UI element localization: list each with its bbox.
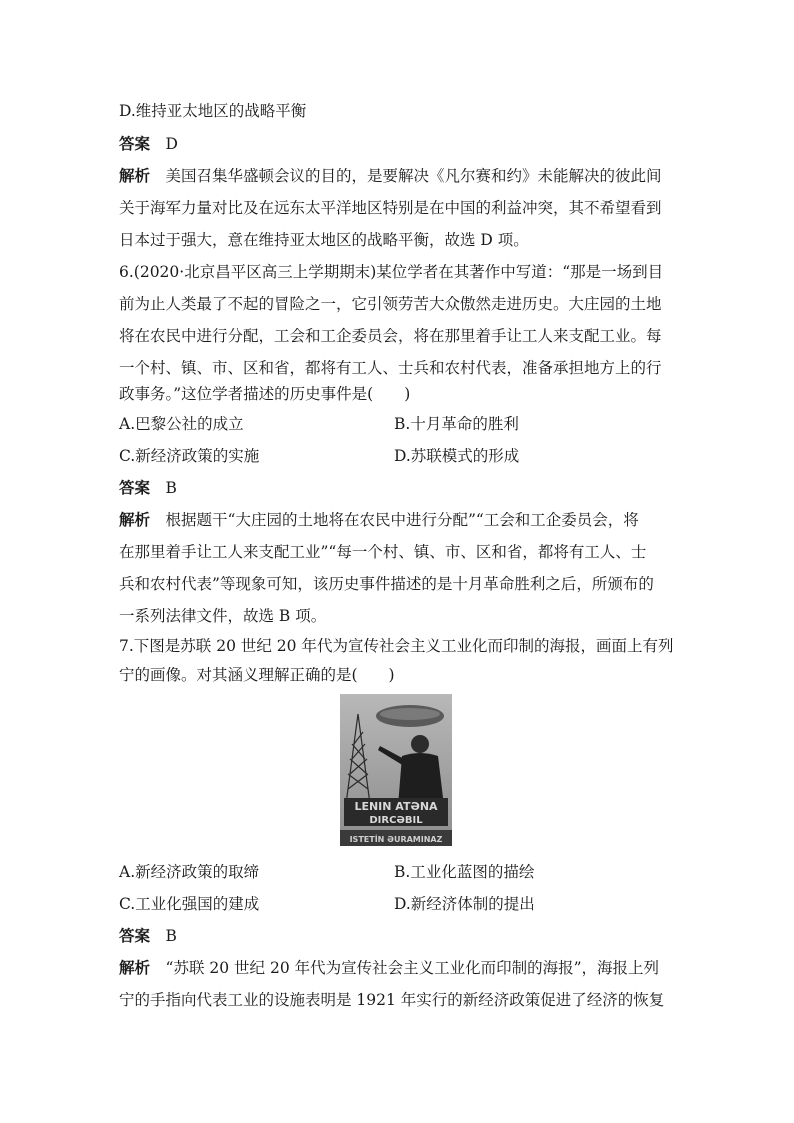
q5-analysis-line-1: 解析 美国召集华盛顿会议的目的，是要解决《凡尔赛和约》未能解决的彼此间: [119, 166, 662, 185]
q6-stem-line-1: 6.(2020·北京昌平区高三上学期期末)某位学者在其著作中写道：“那是一场到目: [119, 263, 664, 281]
q6-option-c: C.新经济政策的实施: [119, 447, 260, 465]
q6-analysis-line-3: 兵和农村代表”等现象可知，该历史事件描述的是十月革命胜利之后，所颁布的: [119, 575, 654, 593]
poster-subline: DIRCƏBIL: [369, 815, 423, 826]
q6-stem-line-3: 将在农民中进行分配，工会和工企委员会，将在那里着手让工人来支配工业。每: [119, 327, 662, 345]
answer-value: B: [165, 927, 177, 945]
answer-value: D: [165, 135, 178, 153]
answer-label: 答案: [119, 926, 151, 945]
poster-footer: ISTETİN ƏURAMINAZ: [349, 835, 443, 844]
q6-option-d: D.苏联模式的形成: [394, 447, 520, 465]
answer-value: B: [165, 479, 177, 497]
q7-analysis-line-2: 宁的手指向代表工业的设施表明是 1921 年实行的新经济政策促进了经济的恢复: [119, 991, 665, 1009]
q6-option-b: B.十月革命的胜利: [394, 415, 519, 433]
q6-analysis-line-4: 一系列法律文件，故选 B 项。: [119, 607, 327, 625]
q7-option-c: C.工业化强国的建成: [119, 895, 260, 913]
q7-option-b: B.工业化蓝图的描绘: [394, 863, 535, 881]
q7-stem-line-1: 7.下图是苏联 20 世纪 20 年代为宣传社会主义工业化而印制的海报，画面上有列: [119, 637, 674, 655]
q6-analysis-line-2: 在那里着手让工人来支配工业”“每一个村、镇、市、区和省，都将有工人、士: [119, 543, 647, 561]
q6-analysis-line-1: 解析 根据题干“大庄园的土地将在农民中进行分配”“工会和工企委员会，将: [119, 510, 639, 529]
q5-analysis-line-3: 日本过于强大，意在维持亚太地区的战略平衡，故选 D 项。: [119, 231, 529, 249]
q5-answer: [119, 134, 178, 154]
q6-answer: [119, 478, 177, 498]
q6-stem-line-2: 前为止人类最了不起的冒险之一，它引领劳苦大众傲然走进历史。大庄园的土地: [119, 295, 662, 313]
analysis-label: 解析: [119, 958, 151, 977]
q5-analysis-line-2: 关于海军力量对比及在远东太平洋地区特别是在中国的利益冲突，其不希望看到: [119, 199, 662, 217]
analysis-label: 解析: [119, 166, 151, 185]
q7-option-a: A.新经济政策的取缔: [119, 863, 260, 881]
answer-label: 答案: [119, 478, 151, 497]
q6-option-a: A.巴黎公社的成立: [119, 415, 244, 433]
q7-option-d: D.新经济体制的提出: [394, 895, 535, 913]
q6-stem-line-4: 一个村、镇、市、区和省，都将有工人、士兵和农村代表，准备承担地方上的行: [119, 359, 662, 377]
q7-stem-line-2: 宁的画像。对其涵义理解正确的是( ): [119, 666, 395, 684]
q7-answer: [119, 926, 177, 946]
lenin-poster-image: [340, 694, 452, 846]
q7-analysis-line-1: 解析 “苏联 20 世纪 20 年代为宣传社会主义工业化而印制的海报”，海报上列: [119, 958, 660, 977]
prev-option-d: D.维持亚太地区的战略平衡: [119, 102, 307, 120]
answer-label: 答案: [119, 134, 151, 153]
analysis-label: 解析: [119, 510, 151, 529]
q6-stem-line-5: 政事务。”这位学者描述的历史事件是( ): [119, 385, 411, 403]
poster-headline: LENIN ATƏNA: [354, 800, 438, 813]
